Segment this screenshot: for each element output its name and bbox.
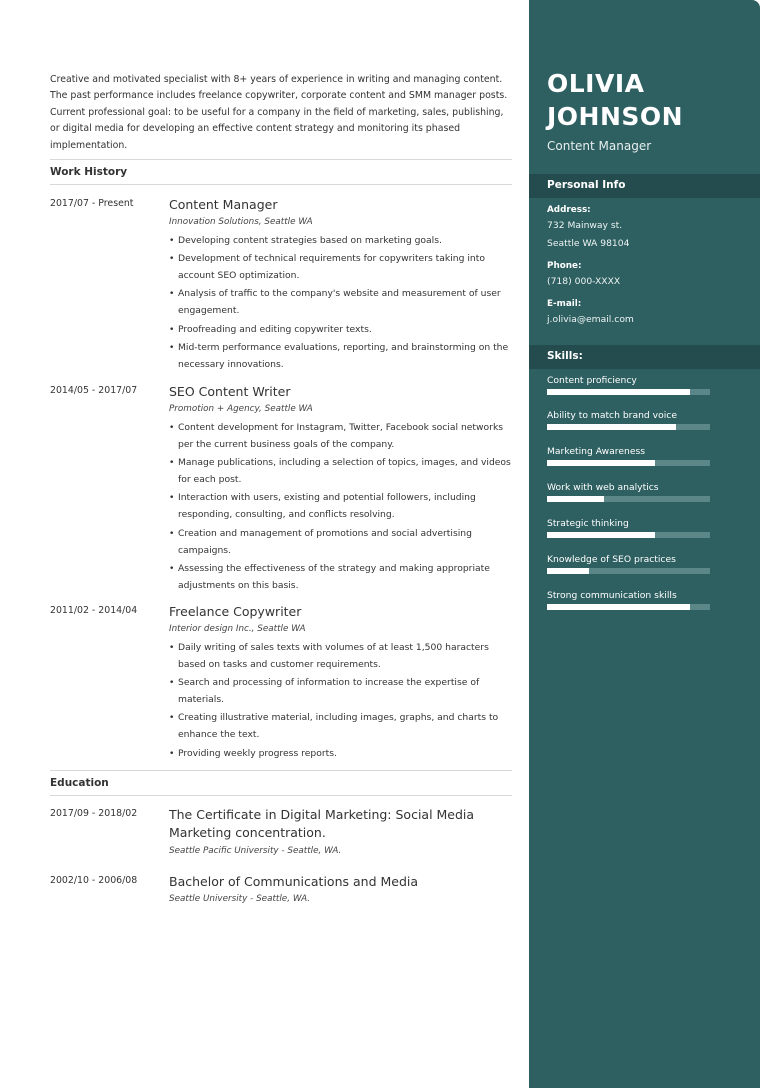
address-line2: Seattle WA 98104 [547, 238, 630, 249]
skill-bar-track [547, 424, 710, 430]
last-name: JOHNSON [547, 102, 684, 131]
skill-name: Strategic thinking [547, 518, 629, 529]
address-line1: 732 Mainway st. [547, 220, 623, 231]
skill-bar-fill [547, 460, 655, 466]
skills-heading [529, 345, 760, 369]
education-heading [50, 770, 512, 796]
candidate-name [547, 67, 683, 133]
skill-item [547, 482, 710, 502]
education-title: Education [50, 777, 109, 789]
phone-value: (718) 000-XXXX [547, 276, 621, 287]
list-item: • Interaction with users, existing and potential followers, including responding, consulting, and conflicts resolving. [169, 489, 513, 523]
email-value[interactable]: j.olivia@email.com [547, 314, 634, 325]
education-school: Seattle University - Seattle, WA. [169, 894, 311, 904]
job-company: Promotion + Agency, Seattle WA [169, 404, 313, 414]
personal-info-heading [529, 174, 760, 198]
skill-name: Knowledge of SEO practices [547, 554, 676, 565]
work-history-heading [50, 159, 512, 185]
skill-name: Ability to match brand voice [547, 410, 677, 421]
job-title: SEO Content Writer [169, 384, 291, 399]
education-school: Seattle Pacific University - Seattle, WA. [169, 846, 342, 856]
job-title-subtitle: Content Manager [547, 139, 652, 153]
list-item: • Creating illustrative material, including images, graphs, and charts to enhance the text. [169, 709, 513, 743]
list-item: • Content development for Instagram, Twitter, Facebook social networks per the current business goals of the company. [169, 419, 513, 453]
list-item: • Proofreading and editing copywriter texts. [169, 321, 513, 338]
job-title: Freelance Copywriter [169, 604, 302, 619]
list-item: • Providing weekly progress reports. [169, 745, 513, 762]
list-item: • Manage publications, including a selection of topics, images, and videos for each post. [169, 454, 513, 488]
skill-bar-fill [547, 424, 676, 430]
education-date: 2017/09 - 2018/02 [50, 808, 138, 819]
skill-bar-fill [547, 532, 655, 538]
job-bullets [169, 639, 513, 763]
skill-bar-fill [547, 604, 690, 610]
job-company: Interior design Inc., Seattle WA [169, 624, 306, 634]
skill-bar-track [547, 389, 710, 395]
skill-bar-track [547, 460, 710, 466]
skill-item [547, 375, 710, 395]
skill-item [547, 518, 710, 538]
education-title: Bachelor of Communications and Media [169, 874, 419, 889]
list-item: • Mid-term performance evaluations, reporting, and brainstorming on the necessary innovations. [169, 339, 513, 373]
skill-name: Content proficiency [547, 375, 637, 386]
job-bullets [169, 232, 513, 374]
list-item: • Analysis of traffic to the company's website and measurement of user engagement. [169, 285, 513, 319]
email-label: E-mail: [547, 299, 582, 309]
personal-info-title: Personal Info [547, 179, 626, 191]
list-item: • Developing content strategies based on marketing goals. [169, 232, 513, 249]
skill-bar-track [547, 568, 710, 574]
sidebar [529, 0, 760, 1088]
job-date: 2011/02 - 2014/04 [50, 605, 138, 616]
address-label: Address: [547, 205, 591, 215]
first-name: OLIVIA [547, 69, 645, 98]
skill-bar-fill [547, 568, 589, 574]
skill-item [547, 446, 710, 466]
job-date: 2014/05 - 2017/07 [50, 385, 138, 396]
skill-name: Marketing Awareness [547, 446, 646, 457]
list-item: • Development of technical requirements for copywriters taking into account SEO optimization. [169, 250, 513, 284]
job-title: Content Manager [169, 197, 278, 212]
work-history-title: Work History [50, 166, 128, 178]
phone-label: Phone: [547, 261, 582, 271]
job-date: 2017/07 - Present [50, 198, 134, 209]
summary-text: Creative and motivated specialist with 8+ years of experience in writing and managing content. The past performance includes freelance copywriter, corporate content and SMM manager posts. Current professional goal: to be useful for a company in the field of marketing, sales, publishing, or digital media for developing an effective content strategy and monitoring its phased implementation. [50, 74, 508, 151]
job-company: Innovation Solutions, Seattle WA [169, 217, 313, 227]
skill-name: Strong communication skills [547, 590, 677, 601]
skill-item [547, 554, 710, 574]
skill-bar-fill [547, 389, 690, 395]
education-date: 2002/10 - 2006/08 [50, 875, 138, 886]
list-item: • Daily writing of sales texts with volumes of at least 1,500 haracters based on tasks and customer requirements. [169, 639, 513, 673]
list-item: • Creation and management of promotions and social advertising campaigns. [169, 525, 513, 559]
job-bullets [169, 419, 513, 595]
list-item: • Search and processing of information to increase the expertise of materials. [169, 674, 513, 708]
skills-title: Skills: [547, 350, 583, 362]
skill-item [547, 410, 710, 430]
skill-name: Work with web analytics [547, 482, 659, 493]
skill-bar-track [547, 604, 710, 610]
education-title: The Certificate in Digital Marketing: Social Media Marketing concentration. [169, 807, 475, 840]
skill-item [547, 590, 710, 610]
skill-bar-fill [547, 496, 604, 502]
skill-bar-track [547, 496, 710, 502]
skill-bar-track [547, 532, 710, 538]
list-item: • Assessing the effectiveness of the strategy and making appropriate adjustments on this basis. [169, 560, 513, 594]
